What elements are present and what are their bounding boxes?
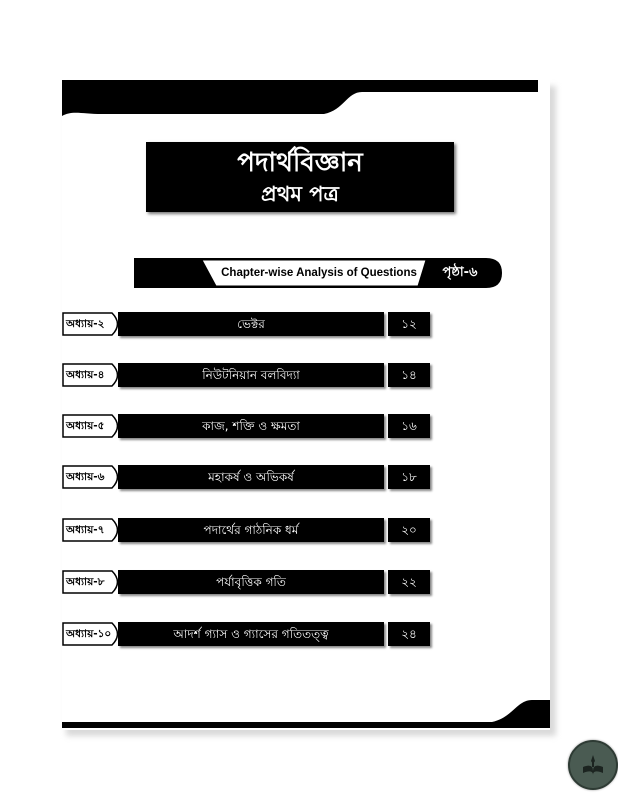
analysis-page-number: পৃষ্ঠা-৬ [442, 265, 478, 280]
chapter-page-number: ১৪ [388, 363, 430, 387]
chapter-number: অধ্যায়-৪ [66, 369, 105, 381]
analysis-label: Chapter-wise Analysis of Questions [221, 267, 417, 279]
chapter-title: নিউটনিয়ান বলবিদ্যা [118, 363, 384, 387]
chapter-title: ভেক্টর [118, 312, 384, 336]
chapter-number: অধ্যায়-১০ [66, 628, 112, 640]
chapter-number: অধ্যায়-৫ [66, 420, 105, 432]
chapter-page-number: ১৬ [388, 414, 430, 438]
chapter-badge [62, 570, 124, 594]
chapter-page-number: ২৪ [388, 622, 430, 646]
chapter-badge [62, 363, 124, 387]
chapter-analysis-link[interactable] [134, 258, 502, 288]
chapter-title: পর্যাবৃত্তিক গতি [118, 570, 384, 594]
chapter-row[interactable] [62, 465, 432, 489]
chapter-title: মহাকর্ষ ও অভিকর্ষ [118, 465, 384, 489]
title-box [146, 142, 454, 212]
chapter-badge [62, 465, 124, 489]
paper-subtitle: প্রথম পত্র [261, 182, 339, 206]
chapter-title: কাজ, শক্তি ও ক্ষমতা [118, 414, 384, 438]
bottom-decor-band [62, 700, 550, 730]
chapter-badge [62, 312, 124, 336]
chapter-page-number: ১৮ [388, 465, 430, 489]
subject-title: পদার্থবিজ্ঞান [237, 148, 363, 178]
book-logo-icon[interactable] [568, 740, 618, 790]
chapter-number: অধ্যায়-৬ [66, 471, 105, 483]
chapter-row[interactable] [62, 312, 432, 336]
chapter-badge [62, 622, 124, 646]
chapter-row[interactable] [62, 414, 432, 438]
chapter-number: অধ্যায়-২ [66, 318, 105, 330]
book-icon [579, 751, 607, 779]
chapter-badge [62, 414, 124, 438]
chapter-badge [62, 518, 124, 542]
chapter-page-number: ২২ [388, 570, 430, 594]
chapter-page-number: ২০ [388, 518, 430, 542]
chapter-row[interactable] [62, 363, 432, 387]
chapter-row[interactable] [62, 518, 432, 542]
chapter-number: অধ্যায়-৮ [66, 576, 105, 588]
chapter-row[interactable] [62, 622, 432, 646]
chapter-title: পদার্থের গাঠনিক ধর্ম [118, 518, 384, 542]
chapter-row[interactable] [62, 570, 432, 594]
chapter-number: অধ্যায়-৭ [66, 524, 105, 536]
top-decor-band [62, 80, 542, 116]
chapter-page-number: ১২ [388, 312, 430, 336]
chapter-title: আদর্শ গ্যাস ও গ্যাসের গতিতত্ত্ব [118, 622, 384, 646]
